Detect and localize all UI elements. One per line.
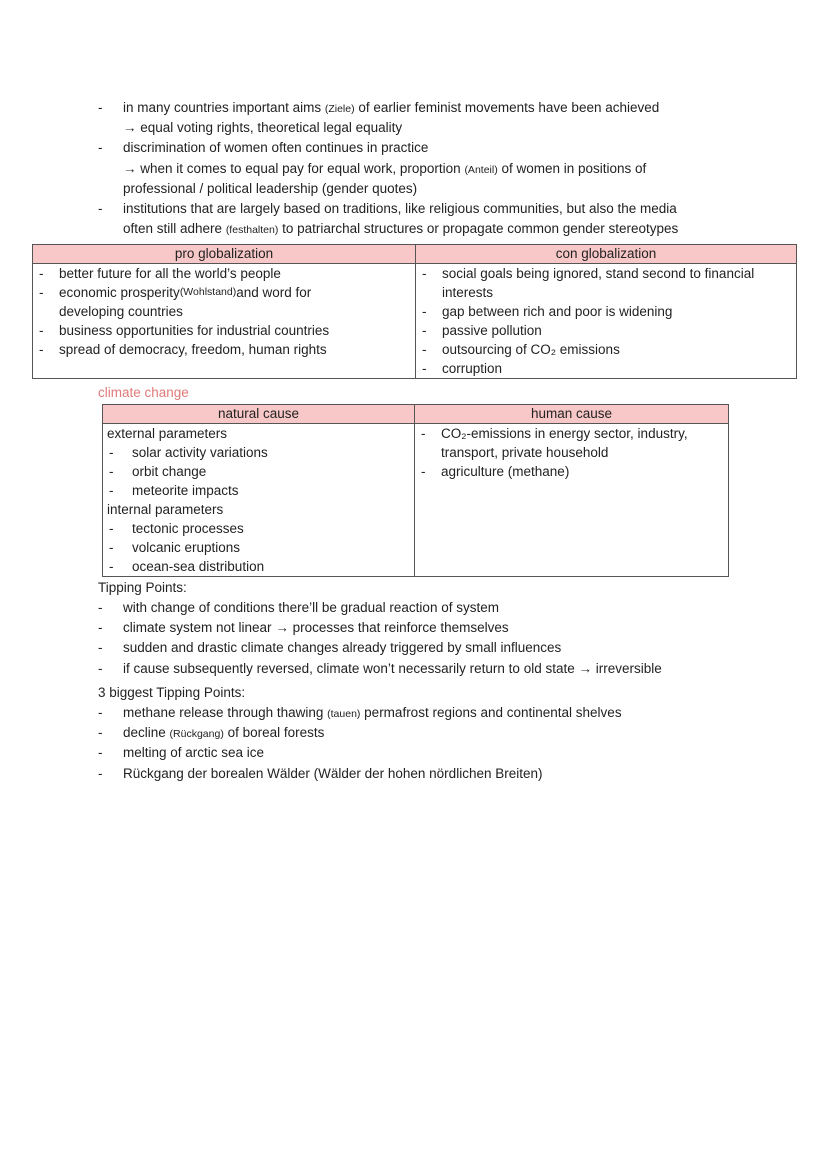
biggest-item	[123, 723, 324, 744]
list-item	[415, 424, 728, 443]
text: tectonic processes	[132, 521, 244, 536]
list-item	[33, 340, 415, 359]
arrow-icon: →	[578, 661, 592, 676]
list-item	[416, 340, 796, 359]
dash	[33, 302, 59, 321]
text: methane release through thawing	[123, 705, 328, 720]
dash: -	[421, 464, 426, 479]
bullet-dash: -	[98, 201, 103, 216]
text: climate system not linear	[123, 620, 276, 635]
biggest-item	[123, 703, 622, 724]
pro-globalization-cell	[33, 264, 416, 379]
bullet-dash: -	[98, 100, 103, 115]
dash: -	[109, 521, 114, 536]
translation-note: (festhalten)	[225, 224, 279, 236]
text: interests	[442, 285, 494, 300]
text: permafrost regions and continental shelves	[360, 705, 622, 720]
text: social goals being ignored, stand second to financial	[442, 266, 755, 281]
list-item	[415, 462, 728, 481]
bullet-dash: -	[98, 140, 103, 155]
intro-line-2	[123, 118, 402, 138]
text: passive pollution	[442, 323, 542, 338]
tipping-item: sudden and drastic climate changes already triggered by small influences	[123, 640, 562, 655]
tipping-points-heading: Tipping Points:	[98, 580, 187, 595]
dash: -	[39, 285, 44, 300]
text: in many countries important aims	[123, 100, 325, 115]
intro-line-6: institutions that are largely based on traditions, like religious communities, but also the media	[123, 201, 677, 216]
bullet-dash: -	[98, 725, 103, 740]
text: of women in positions of	[497, 161, 647, 176]
text: ocean-sea distribution	[132, 559, 265, 574]
dash: -	[422, 304, 427, 319]
arrow-icon: →	[123, 120, 137, 135]
biggest-item: Rückgang der borealen Wälder (Wälder der hohen nördlichen Breiten)	[123, 766, 543, 781]
list-item	[103, 500, 414, 519]
dash	[416, 283, 442, 302]
list-item	[415, 443, 728, 462]
text: when it comes to equal pay for equal work, proportion	[136, 161, 465, 176]
text: meteorite impacts	[132, 483, 239, 498]
bullet-dash: -	[98, 705, 103, 720]
dash	[415, 443, 441, 462]
bullet-dash: -	[98, 600, 103, 615]
list-item	[103, 443, 414, 462]
list-item	[103, 538, 414, 557]
list-item	[416, 359, 796, 378]
text: if cause subsequently reversed, climate won’t necessarily return to old state	[123, 661, 579, 676]
dash: -	[422, 323, 427, 338]
translation-note: (tauen)	[327, 708, 361, 720]
bullet-dash: -	[98, 661, 103, 676]
text: developing countries	[59, 304, 183, 319]
translation-note: (Ziele)	[324, 103, 355, 115]
list-item	[416, 283, 796, 302]
text: to patriarchal structures or propagate common gender stereotypes	[278, 221, 679, 236]
list-item	[103, 519, 414, 538]
text: often still adhere	[123, 221, 226, 236]
list-item	[103, 462, 414, 481]
text: agriculture (methane)	[441, 464, 570, 479]
text: of earlier feminist movements have been achieved	[354, 100, 660, 115]
text: of boreal forests	[223, 725, 325, 740]
con-globalization-header: con globalization	[416, 245, 797, 264]
list-item	[33, 283, 415, 302]
list-item	[33, 321, 415, 340]
natural-cause-cell	[103, 424, 415, 577]
globalization-table	[32, 244, 797, 379]
arrow-icon: →	[275, 620, 289, 635]
tipping-item	[123, 618, 509, 638]
text: business opportunities for industrial countries	[59, 323, 330, 338]
list-item	[103, 424, 414, 443]
list-item	[103, 557, 414, 576]
climate-change-heading: climate change	[98, 385, 189, 400]
text: outsourcing of CO₂ emissions	[442, 342, 620, 357]
translation-note: (Anteil)	[464, 164, 498, 176]
bullet-dash: -	[98, 640, 103, 655]
text: internal parameters	[107, 502, 224, 517]
intro-line-1	[123, 98, 659, 119]
intro-line-5: professional / political leadership (gender quotes)	[123, 181, 418, 196]
dash: -	[39, 323, 44, 338]
natural-cause-header: natural cause	[103, 405, 415, 424]
dash: -	[109, 483, 114, 498]
text: CO₂-emissions in energy sector, industry,	[441, 426, 688, 441]
climate-cause-table	[102, 404, 729, 577]
list-item	[33, 264, 415, 283]
text: transport, private household	[441, 445, 609, 460]
bullet-dash: -	[98, 766, 103, 781]
text: corruption	[442, 361, 503, 376]
human-cause-header: human cause	[415, 405, 729, 424]
human-cause-cell	[415, 424, 729, 577]
dash: -	[109, 559, 114, 574]
translation-note: (Rückgang)	[169, 728, 224, 740]
text: solar activity variations	[132, 445, 268, 460]
list-item	[103, 481, 414, 500]
bullet-dash: -	[98, 620, 103, 635]
text: better future for all the world’s people	[59, 266, 281, 281]
biggest-tipping-points-heading: 3 biggest Tipping Points:	[98, 685, 246, 700]
text: irreversible	[591, 661, 662, 676]
intro-line-4	[123, 159, 646, 180]
text: economic prosperity	[59, 285, 180, 300]
translation-note: (Wohlstand)	[179, 286, 237, 298]
text: and word for	[236, 285, 312, 300]
text: external parameters	[107, 426, 228, 441]
dash: -	[109, 445, 114, 460]
dash: -	[422, 266, 427, 281]
dash: -	[422, 342, 427, 357]
pro-globalization-header: pro globalization	[33, 245, 416, 264]
bullet-dash: -	[98, 745, 103, 760]
text: equal voting rights, theoretical legal equality	[136, 120, 403, 135]
dash: -	[109, 464, 114, 479]
intro-line-3: discrimination of women often continues in practice	[123, 140, 429, 155]
dash: -	[39, 342, 44, 357]
tipping-item: with change of conditions there’ll be gradual reaction of system	[123, 600, 499, 615]
list-item	[416, 321, 796, 340]
text: orbit change	[132, 464, 207, 479]
dash: -	[421, 426, 426, 441]
intro-line-7	[123, 219, 678, 240]
con-globalization-cell	[416, 264, 797, 379]
tipping-item	[123, 659, 662, 679]
dash: -	[39, 266, 44, 281]
text: volcanic eruptions	[132, 540, 241, 555]
text: gap between rich and poor is widening	[442, 304, 673, 319]
list-item	[33, 302, 415, 321]
list-item	[416, 264, 796, 283]
arrow-icon: →	[123, 161, 137, 176]
text: spread of democracy, freedom, human rights	[59, 342, 327, 357]
text: processes that reinforce themselves	[288, 620, 509, 635]
biggest-item: melting of arctic sea ice	[123, 745, 265, 760]
list-item	[416, 302, 796, 321]
text: decline	[123, 725, 170, 740]
dash: -	[422, 361, 427, 376]
dash: -	[109, 540, 114, 555]
